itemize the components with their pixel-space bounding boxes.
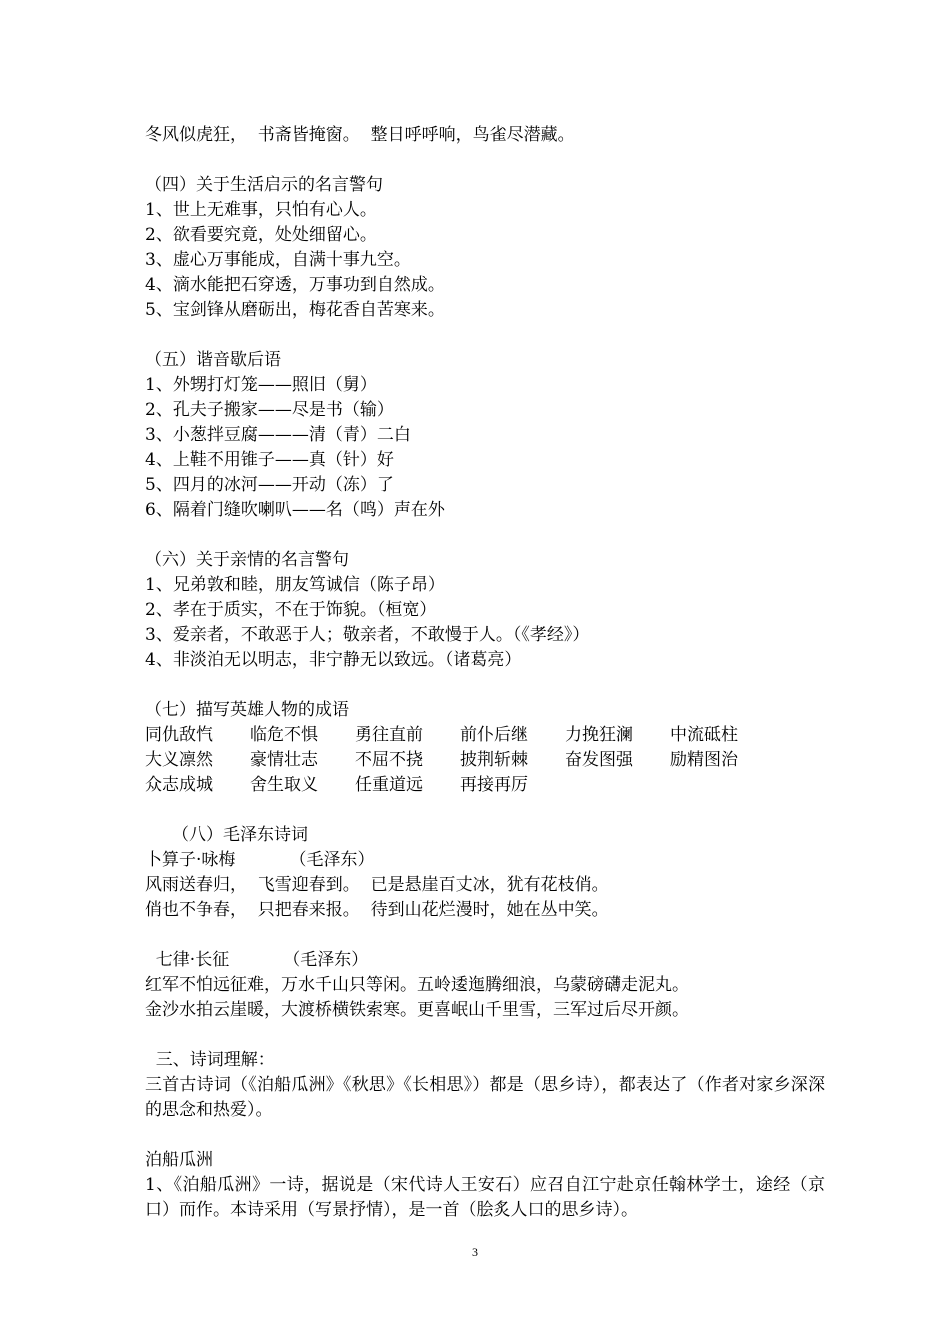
section5-item: 2、孔夫子搬家——尽是书（输） [145,400,394,420]
section5-item: 3、小葱拌豆腐———清（青）二白 [145,425,411,445]
section6-item: 2、孝在于质实，不在于饰貌。（桓宽） [145,600,437,620]
spacer [145,523,825,548]
idiom: 再接再厉 [460,775,528,795]
section8-heading: （八）毛泽东诗词 [145,825,309,845]
idiom: 奋发图强 [565,750,633,770]
poem-title: 卜算子·咏梅 （毛泽东） [145,850,375,870]
idiom: 临危不惧 [250,725,318,745]
idiom: 不屈不挠 [355,750,423,770]
section3-subheading: 泊船瓜洲 [145,1150,213,1170]
document-page [145,123,825,1223]
idiom-row [145,723,825,748]
spacer [145,673,825,698]
poem-intro-line: 冬风似虎狂， 书斋皆掩窗。 整日呼呼响，鸟雀尽潜藏。 [145,125,575,145]
poem-line: 俏也不争春， 只把春来报。 待到山花烂漫时，她在丛中笑。 [145,900,609,920]
section4-item: 4、滴水能把石穿透，万事功到自然成。 [145,275,445,295]
section6-item: 4、非淡泊无以明志，非宁静无以致远。（诸葛亮） [145,650,522,670]
idiom: 大义凛然 [145,750,213,770]
spacer [145,323,825,348]
idiom: 众志成城 [145,775,213,795]
idiom: 同仇敌忾 [145,725,213,745]
poem-title: 七律·长征 （毛泽东） [145,950,369,970]
spacer [145,798,825,823]
spacer [145,923,825,948]
idiom: 豪情壮志 [250,750,318,770]
section4-item: 3、虚心万事能成，自满十事九空。 [145,250,411,270]
spacer [145,1023,825,1048]
idiom: 舍生取义 [250,775,318,795]
section4-item: 5、宝剑锋从磨砺出，梅花香自苦寒来。 [145,300,445,320]
idiom-row [145,773,825,798]
section6-heading: （六）关于亲情的名言警句 [145,550,349,570]
idiom: 勇往直前 [355,725,423,745]
section5-heading: （五）谐音歇后语 [145,350,281,370]
poem-line: 风雨送春归， 飞雪迎春到。 已是悬崖百丈冰，犹有花枝俏。 [145,875,609,895]
section7-heading: （七）描写英雄人物的成语 [145,700,349,720]
idiom: 励精图治 [670,750,738,770]
section4-item: 2、欲看要究竟，处处细留心。 [145,225,377,245]
idiom: 披荆斩棘 [460,750,528,770]
section4-item: 1、世上无难事，只怕有心人。 [145,200,377,220]
section5-item: 6、隔着门缝吹喇叭——名（鸣）声在外 [145,500,445,520]
section6-item: 3、爱亲者，不敢恶于人；敬亲者，不敢慢于人。（《孝经》） [145,625,590,645]
section5-item: 4、上鞋不用锥子——真（针）好 [145,450,394,470]
idiom: 力挽狂澜 [565,725,633,745]
poem-line: 红军不怕远征难，万水千山只等闲。五岭逶迤腾细浪，乌蒙磅礴走泥丸。 [145,975,689,995]
section3-heading: 三、诗词理解： [145,1050,275,1070]
section3-paragraph: 1、《泊船瓜洲》一诗，据说是（宋代诗人王安石）应召自江宁赴京任翰林学士，途经（京口）而作。本诗采用（写景抒情），是一首（脍炙人口的思乡诗）。 [145,1175,825,1220]
idiom-row [145,748,825,773]
idiom: 中流砥柱 [670,725,738,745]
spacer [145,148,825,173]
section3-paragraph: 三首古诗词（《泊船瓜洲》《秋思》《长相思》）都是（思乡诗），都表达了（作者对家乡深深的思念和热爱）。 [145,1075,825,1120]
page-number: 3 [472,1245,478,1259]
spacer [145,1123,825,1148]
section4-heading: （四）关于生活启示的名言警句 [145,175,383,195]
section5-item: 1、外甥打灯笼——照旧（舅） [145,375,377,395]
section5-item: 5、四月的冰河——开动（冻）了 [145,475,394,495]
section6-item: 1、兄弟敦和睦，朋友笃诚信（陈子昂） [145,575,445,595]
idiom: 任重道远 [355,775,423,795]
idiom: 前仆后继 [460,725,528,745]
poem-line: 金沙水拍云崖暖，大渡桥横铁索寒。更喜岷山千里雪，三军过后尽开颜。 [145,1000,689,1020]
